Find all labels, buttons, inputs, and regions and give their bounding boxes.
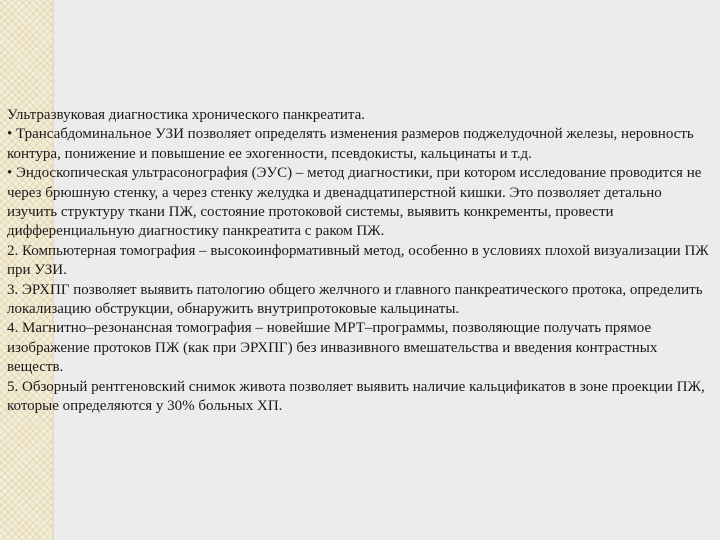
slide-text-body: [7, 106, 713, 417]
paragraph-mri: 4. Магнитно–резонансная томография – новейшие МРТ–программы, позволяющие получать прямое изображение протоков ПЖ (как при ЭРХПГ) без инвазивного вмешательства и введения контрастных веществ.: [7, 320, 658, 376]
slide-title: Ультразвуковая диагностика хронического панкреатита.: [7, 107, 366, 123]
paragraph-transabdominal-usg: • Трансабдоминальное УЗИ позволяет определять изменения размеров поджелудочной железы, неровность контура, понижение и повышение ее эхогенности, псевдокисты, кальцинаты и т.д.: [7, 126, 694, 162]
paragraph-ct: 2. Компьютерная томография – высокоинформативный метод, особенно в условиях плохой визуализации ПЖ при УЗИ.: [7, 242, 709, 279]
paragraph-xray: 5. Обзорный рентгеновский снимок живота позволяет выявить наличие кальцификатов в зоне проекции ПЖ, которые определяются у 30% больных ХП.: [7, 378, 705, 415]
paragraph-endoscopic-usg: • Эндоскопическая ультрасонография (ЭУС) – метод диагностики, при котором исследование проводится не через брюшную стенку, а через стенку желудка и двенадцатиперстной кишки. Это позволяет детально изучить структуру ткани ПЖ, состояние протоковой системы, выявить конкременты, провести дифференциальную диагностику панкреатита с раком ПЖ.: [7, 165, 702, 240]
paragraph-ercp: 3. ЭРХПГ позволяет выявить патологию общего желчного и главного панкреатического протока, определить локализацию обструкции, обнаружить внутрипротоковые кальцинаты.: [7, 281, 703, 318]
